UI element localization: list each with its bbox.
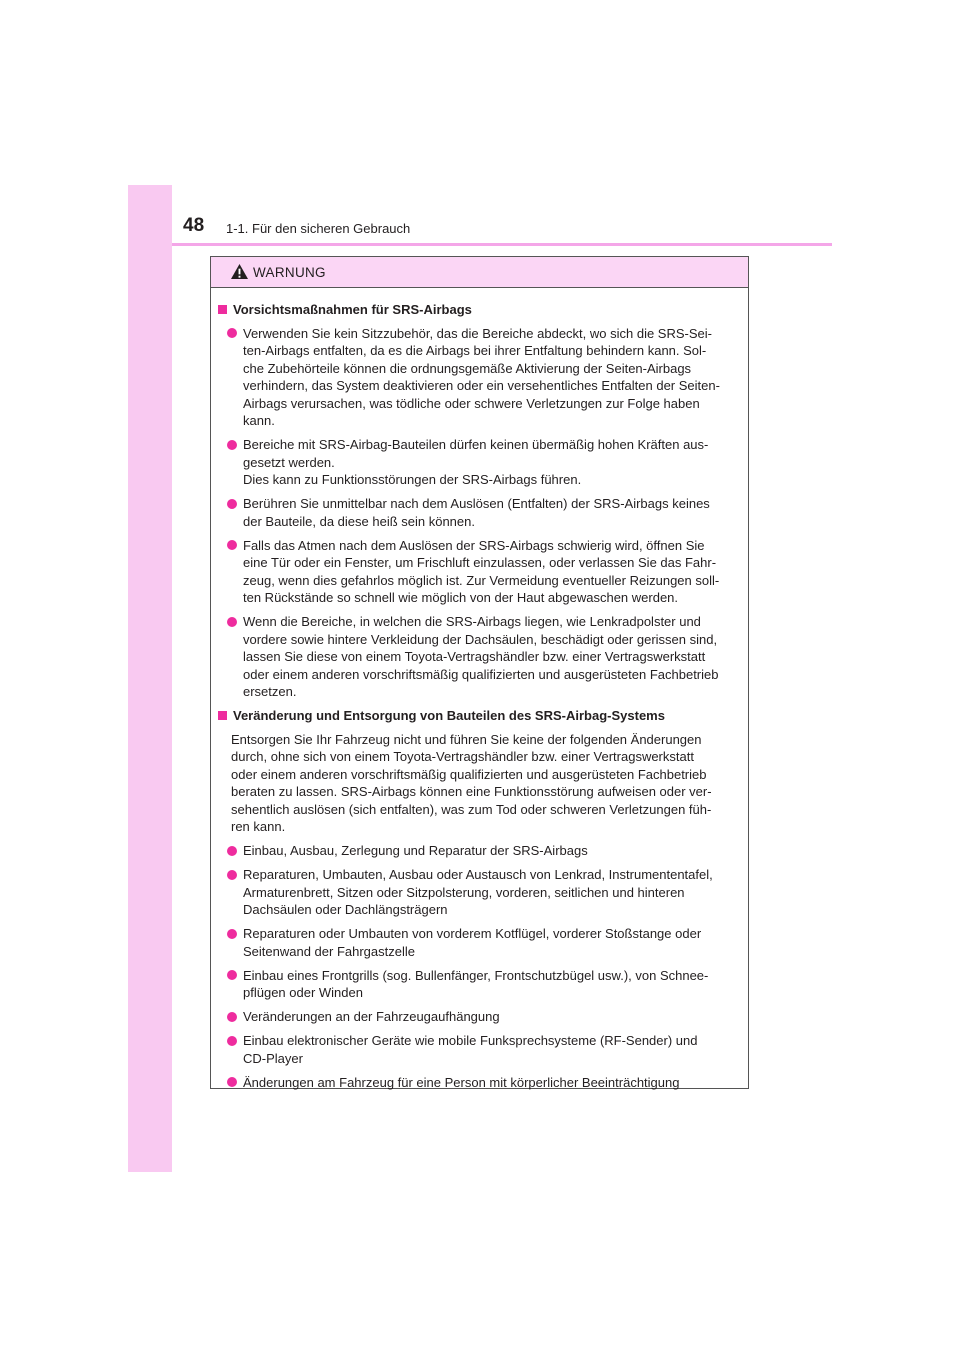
bullet-item bbox=[227, 842, 741, 860]
bullet-item-text bbox=[243, 495, 741, 530]
section-heading-text: Vorsichtsmaßnahmen für SRS-Airbags bbox=[233, 302, 472, 317]
round-bullet-icon bbox=[227, 499, 237, 509]
text-line: Airbags verursachen, was tödliche oder schwere Verletzungen zur Folge haben bbox=[243, 395, 700, 411]
round-bullet-icon bbox=[227, 328, 237, 338]
bullet-item bbox=[227, 436, 741, 489]
section-title: 1-1. Für den sicheren Gebrauch bbox=[226, 221, 411, 236]
round-bullet-icon bbox=[227, 440, 237, 450]
section-heading bbox=[218, 301, 741, 319]
bullet-item-text bbox=[243, 866, 741, 919]
text-line: ten Rückstände so schnell wie möglich von der Haut abgewaschen werden. bbox=[243, 590, 679, 605]
header-rule bbox=[172, 243, 832, 246]
warning-body bbox=[211, 288, 748, 1091]
bullet-item bbox=[227, 537, 741, 607]
text-line: pflügen oder Winden bbox=[243, 985, 363, 1000]
text-line: der Bauteile, da diese heiß sein können. bbox=[243, 513, 475, 529]
round-bullet-icon bbox=[227, 617, 237, 627]
text-line: Dies kann zu Funktionsstörungen der SRS-Airbags führen. bbox=[243, 472, 582, 487]
text-line: Verwenden Sie kein Sitzzubehör, das die Bereiche abdeckt, wo sich die SRS-Sei- bbox=[243, 325, 712, 341]
page-number: 48 bbox=[183, 215, 205, 236]
text-line: che Zubehörteile können die ordnungsgemäße Aktivierung der Seiten-Airbags bbox=[243, 360, 692, 376]
bullet-item bbox=[227, 1008, 741, 1026]
round-bullet-icon bbox=[227, 929, 237, 939]
square-bullet-icon bbox=[218, 711, 227, 720]
text-line: Bereiche mit SRS-Airbag-Bauteilen dürfen keinen übermäßig hohen Kräften aus- bbox=[243, 437, 709, 452]
text-line: Einbau eines Frontgrills (sog. Bullenfänger, Frontschutzbügel usw.), von Schnee- bbox=[243, 967, 709, 983]
text-line: oder einem anderen vorschriftsmäßig qualifizierten und ausgerüsteten Fachbetrieb bbox=[243, 666, 719, 682]
text-line: kann. bbox=[243, 413, 275, 428]
text-line: sehentlich auslösen (sich entfalten), was zum Tod oder schweren Verletzungen füh- bbox=[231, 801, 712, 817]
text-line: Einbau, Ausbau, Zerlegung und Reparatur der SRS-Airbags bbox=[243, 843, 588, 858]
text-line: Änderungen am Fahrzeug für eine Person mit körperlicher Beeinträchtigung bbox=[243, 1074, 680, 1090]
warning-header bbox=[211, 257, 748, 288]
side-tab-band bbox=[128, 185, 172, 1172]
round-bullet-icon bbox=[227, 846, 237, 856]
bullet-item-text bbox=[243, 967, 741, 1002]
bullet-item bbox=[227, 325, 741, 430]
text-line: Reparaturen, Umbauten, Ausbau oder Austausch von Lenkrad, Instrumententafel, bbox=[243, 867, 713, 882]
text-line: verhindern, das System deaktivieren oder ein versehentliches Entfalten der Seiten- bbox=[243, 378, 720, 393]
text-line: Reparaturen oder Umbauten von vorderem Kotflügel, vorderer Stoßstange oder bbox=[243, 926, 702, 941]
bullet-item-text bbox=[243, 1074, 741, 1092]
text-line: eine Tür oder ein Fenster, um Frischluft einzulassen, oder verlassen Sie das Fahr- bbox=[243, 555, 717, 570]
round-bullet-icon bbox=[227, 1077, 237, 1087]
bullet-item bbox=[227, 1074, 741, 1092]
text-line: gesetzt werden. bbox=[243, 454, 335, 470]
section-intro bbox=[231, 731, 741, 836]
text-line: vordere sowie hintere Verkleidung der Dachsäulen, beschädigt oder gerissen sind, bbox=[243, 631, 718, 647]
text-line: durch, ohne sich von einem Toyota-Vertragshändler bzw. einer Vertragswerkstatt bbox=[231, 749, 694, 764]
warning-triangle-icon bbox=[230, 263, 249, 280]
square-bullet-icon bbox=[218, 305, 227, 314]
round-bullet-icon bbox=[227, 540, 237, 550]
section-heading bbox=[218, 707, 741, 725]
text-line: ersetzen. bbox=[243, 684, 297, 699]
bullet-item bbox=[227, 925, 741, 960]
round-bullet-icon bbox=[227, 970, 237, 980]
text-line: Veränderungen an der Fahrzeugaufhängung bbox=[243, 1009, 500, 1024]
text-line: Falls das Atmen nach dem Auslösen der SRS-Airbags schwierig wird, öffnen Sie bbox=[243, 537, 705, 553]
text-line: Armaturenbrett, Sitzen oder Sitzpolsterung, vorderen, seitlichen und hinteren bbox=[243, 884, 685, 900]
round-bullet-icon bbox=[227, 1012, 237, 1022]
text-line: beraten zu lassen. SRS-Airbags können eine Funktionsstörung aufweisen oder ver- bbox=[231, 784, 712, 799]
bullet-item-text bbox=[243, 842, 741, 860]
round-bullet-icon bbox=[227, 1036, 237, 1046]
section-heading-text: Veränderung und Entsorgung von Bauteilen des SRS-Airbag-Systems bbox=[233, 708, 665, 723]
bullet-item bbox=[227, 613, 741, 701]
bullet-item-text bbox=[243, 925, 741, 960]
bullet-item bbox=[227, 866, 741, 919]
text-line: lassen Sie diese von einem Toyota-Vertragshändler bzw. einer Vertragswerkstatt bbox=[243, 649, 706, 664]
bullet-item-text bbox=[243, 613, 741, 701]
bullet-item bbox=[227, 967, 741, 1002]
text-line: Berühren Sie unmittelbar nach dem Auslösen (Entfalten) der SRS-Airbags keines bbox=[243, 496, 710, 511]
bullet-item bbox=[227, 1032, 741, 1067]
text-line: Wenn die Bereiche, in welchen die SRS-Airbags liegen, wie Lenkradpolster und bbox=[243, 614, 701, 629]
bullet-item-text bbox=[243, 325, 741, 430]
bullet-item-text bbox=[243, 436, 741, 489]
text-line: CD-Player bbox=[243, 1050, 303, 1066]
text-line: ten-Airbags entfalten, da es die Airbags bei ihrer Entfaltung behindern kann. Sol- bbox=[243, 343, 707, 358]
text-line: Dachsäulen oder Dachlängsträgern bbox=[243, 902, 448, 917]
text-line: zeug, wenn dies gefahrlos möglich ist. Zur Vermeidung eventueller Reizungen soll- bbox=[243, 572, 720, 588]
bullet-item-text bbox=[243, 1032, 741, 1067]
bullet-item bbox=[227, 495, 741, 530]
warning-box bbox=[210, 256, 749, 1089]
text-line: oder einem anderen vorschriftsmäßig qualifizierten und ausgerüsteten Fachbetrieb bbox=[231, 766, 707, 782]
warning-label: WARNUNG bbox=[253, 265, 326, 280]
bullet-item-text bbox=[243, 537, 741, 607]
bullet-item-text bbox=[243, 1008, 741, 1026]
text-line: Einbau elektronischer Geräte wie mobile Funksprechsysteme (RF-Sender) und bbox=[243, 1033, 698, 1048]
text-line: ren kann. bbox=[231, 819, 286, 834]
round-bullet-icon bbox=[227, 870, 237, 880]
text-line: Seitenwand der Fahrgastzelle bbox=[243, 943, 415, 959]
text-line: Entsorgen Sie Ihr Fahrzeug nicht und führen Sie keine der folgenden Änderungen bbox=[231, 731, 702, 747]
